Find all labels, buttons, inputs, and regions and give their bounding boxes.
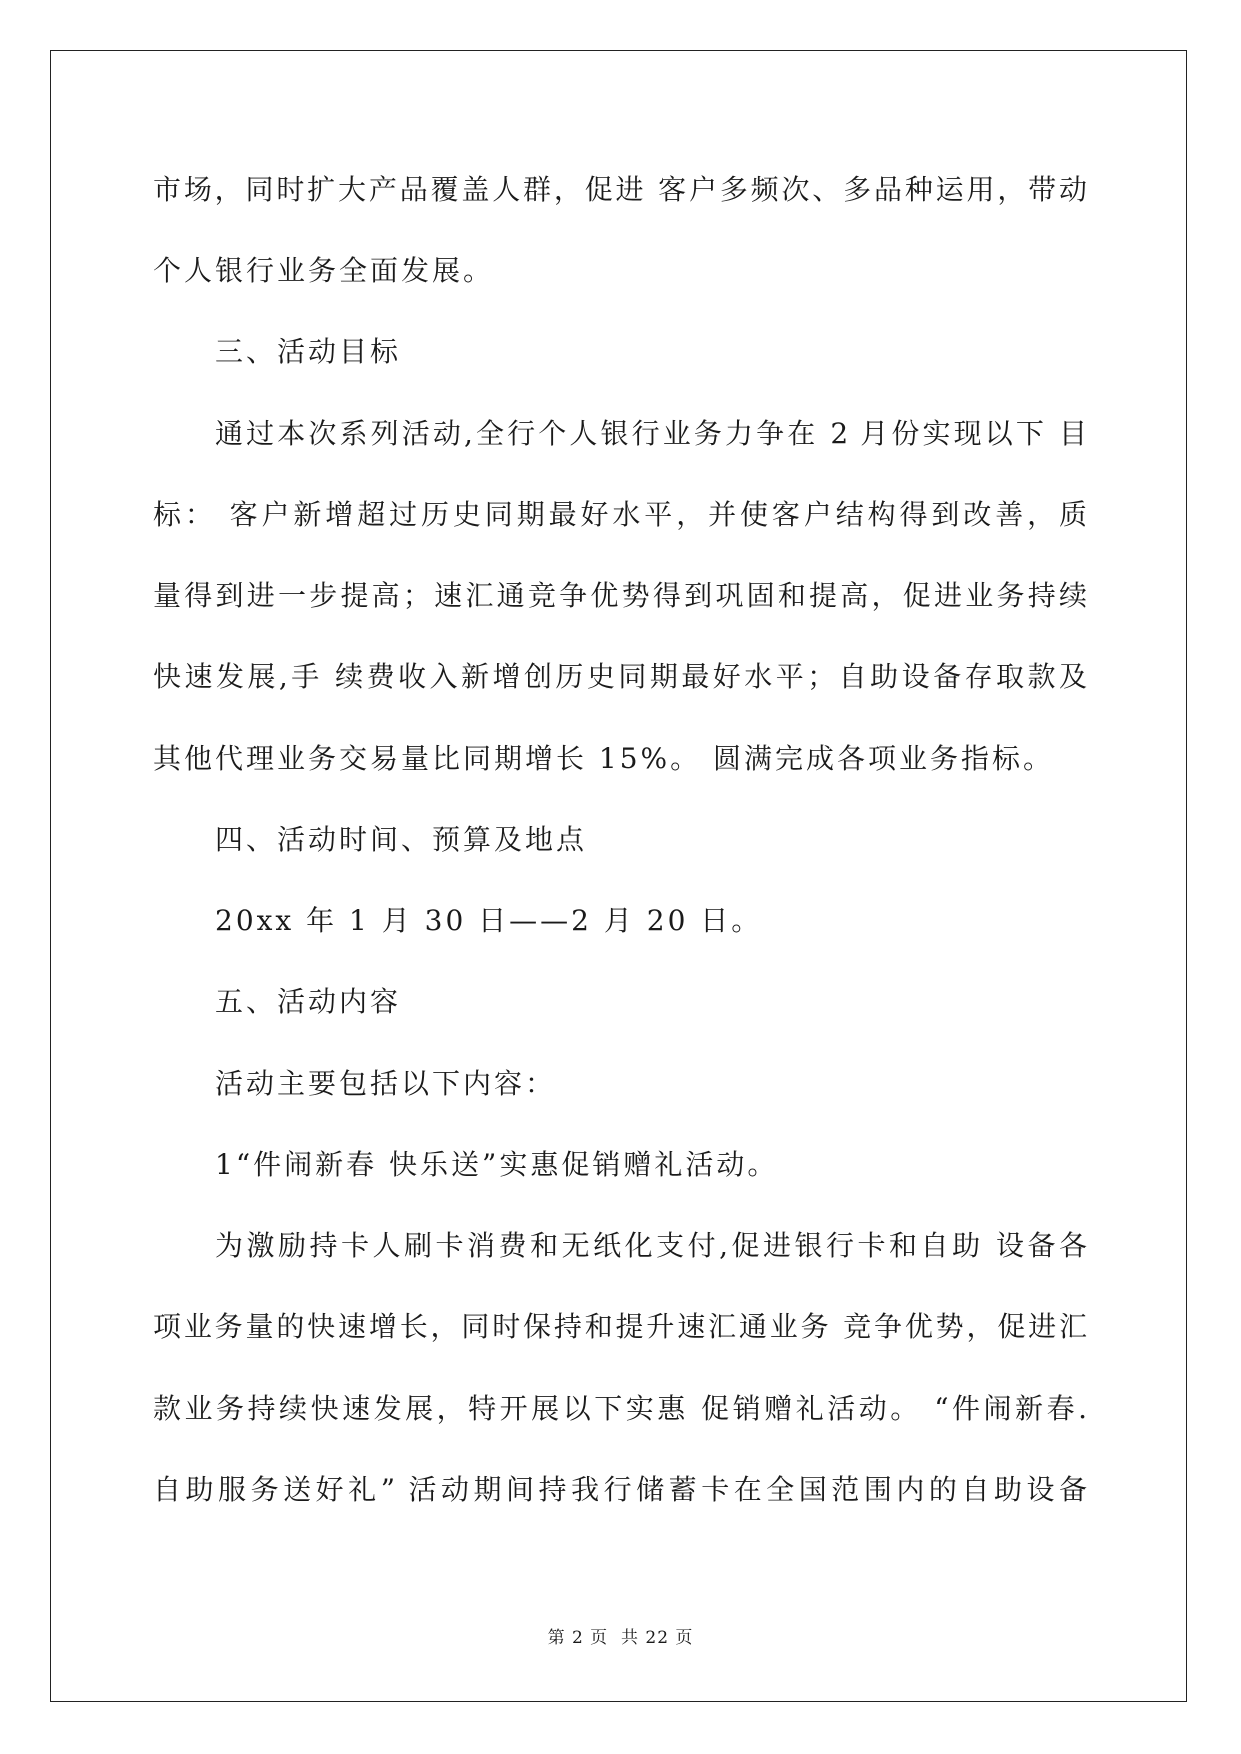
body-line: 通过本次系列活动,全行个人银行业务力争在 2 月份实现以下 目 <box>215 417 1087 450</box>
body-line: 活动主要包括以下内容： <box>215 1067 557 1100</box>
body-line: 其他代理业务交易量比同期增长 15%。 圆满完成各项业务指标。 <box>153 742 1055 775</box>
body-line: 20xx 年 1 月 30 日——2 月 20 日。 <box>215 904 763 937</box>
page-border <box>50 50 1187 1702</box>
body-line: 标： 客户新增超过历史同期最好水平，并使客户结构得到改善，质 <box>153 498 1087 531</box>
section-heading: 三、活动目标 <box>215 335 402 368</box>
section-heading: 四、活动时间、预算及地点 <box>215 823 588 856</box>
body-line: 个人银行业务全面发展。 <box>153 254 495 287</box>
body-line: 自助服务送好礼” 活动期间持我行储蓄卡在全国范围内的自助设备 <box>153 1473 1087 1506</box>
body-line: 为激励持卡人刷卡消费和无纸化支付,促进银行卡和自助 设备各 <box>215 1229 1087 1262</box>
body-line: 快速发展,手 续费收入新增创历史同期最好水平；自助设备存取款及 <box>153 660 1087 693</box>
body-line: 项业务量的快速增长，同时保持和提升速汇通业务 竞争优势，促进汇 <box>153 1310 1087 1343</box>
body-line: 市场，同时扩大产品覆盖人群，促进 客户多频次、多品种运用，带动 <box>153 173 1087 206</box>
body-line: 款业务持续快速发展，特开展以下实惠 促销赠礼活动。 “件闹新春. <box>153 1392 1087 1425</box>
page-number-footer: 第 2 页 共 22 页 <box>547 1628 694 1648</box>
body-line: 1“件闹新春 快乐送”实惠促销赠礼活动。 <box>215 1148 779 1181</box>
section-heading: 五、活动内容 <box>215 985 402 1018</box>
body-line: 量得到进一步提高；速汇通竞争优势得到巩固和提高，促进业务持续 <box>153 579 1087 612</box>
